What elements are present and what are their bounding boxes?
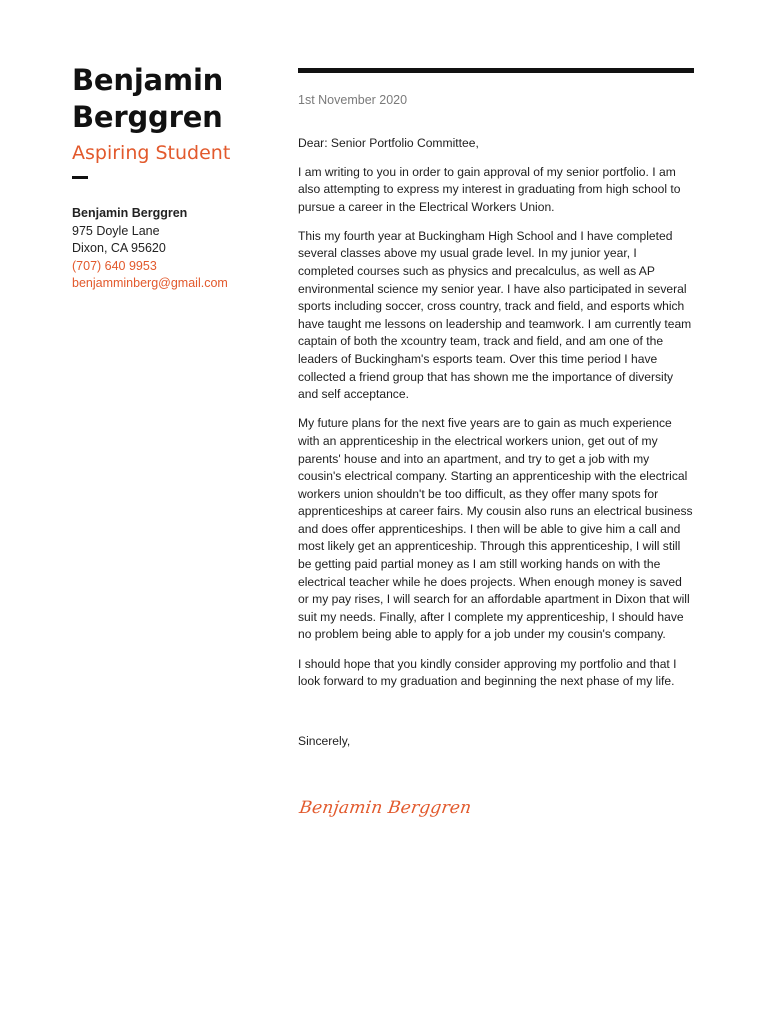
- applicant-name: [72, 62, 272, 136]
- letter-body: [298, 68, 694, 818]
- header-rule: [298, 68, 694, 73]
- applicant-title: Aspiring Student: [72, 142, 231, 164]
- letter-content: [298, 135, 694, 691]
- contact-block: [72, 205, 272, 293]
- letter-salutation: Dear: Senior Portfolio Committee,: [298, 136, 479, 150]
- sidebar: [72, 62, 272, 293]
- name-line-first: Benjamin: [72, 63, 224, 97]
- contact-name: Benjamin Berggren: [72, 206, 188, 220]
- letter-paragraph-plans: My future plans for the next five years are to gain as much experience with an apprenticeship in the electrical workers union, get out of my parents' house and into an apartment, and try to get a job with my cousin's electrical company. Starting an apprenticeship with the electrical workers union shouldn't be too difficult, as they offer many spots for apprenticeships at career fairs. My cousin also runs an electrical business and does offer apprenticeships. I then will be able to give him a call and most likely get an apprenticeship. Through this apprenticeship, I will still be getting paid partial money as I am still working hands on with the electrical teacher while he does projects. When enough money is saved or my pay rises, I will search for an affordable apartment in Dixon that will suit my needs. Finally, after I complete my apprenticeship, I should have no problem being able to apply for a job under my cousin's company.: [298, 416, 693, 642]
- signature: Benjamin Berggren: [298, 798, 473, 819]
- letter-paragraph-conclusion: I should hope that you kindly consider approving my portfolio and that I look forward to my graduation and beginning the next phase of my life.: [298, 656, 677, 689]
- title-divider: [72, 176, 88, 179]
- letter-paragraph-background: This my fourth year at Buckingham High School and I have completed several classes above my usual grade level. In my junior year, I completed courses such as physics and precalculus, as well as AP environmental science my senior year. I have also participated in several sports including soccer, cross country, track and field, and esports which have taught me lessons on leadership and teamwork. I am currently team captain of both the xcountry team, track and field, and am one of the leaders of Buckingham's esports team. Over this time period I have collected a friend group that has shown me the importance of diversity and self acceptance.: [298, 228, 692, 402]
- contact-city: Dixon, CA 95620: [72, 241, 166, 256]
- name-line-last: Berggren: [72, 100, 223, 134]
- letter-closing: Sincerely,: [298, 733, 351, 748]
- contact-email[interactable]: benjamminberg@gmail.com: [72, 276, 228, 291]
- letter-date: 1st November 2020: [298, 93, 408, 107]
- contact-phone[interactable]: (707) 640 9953: [72, 258, 157, 273]
- letter-paragraph-intro: I am writing to you in order to gain approval of my senior portfolio. I am also attempting to express my interest in graduating from high school to pursue a career in the Electrical Workers Union.: [298, 164, 681, 214]
- contact-street: 975 Doyle Lane: [72, 223, 160, 238]
